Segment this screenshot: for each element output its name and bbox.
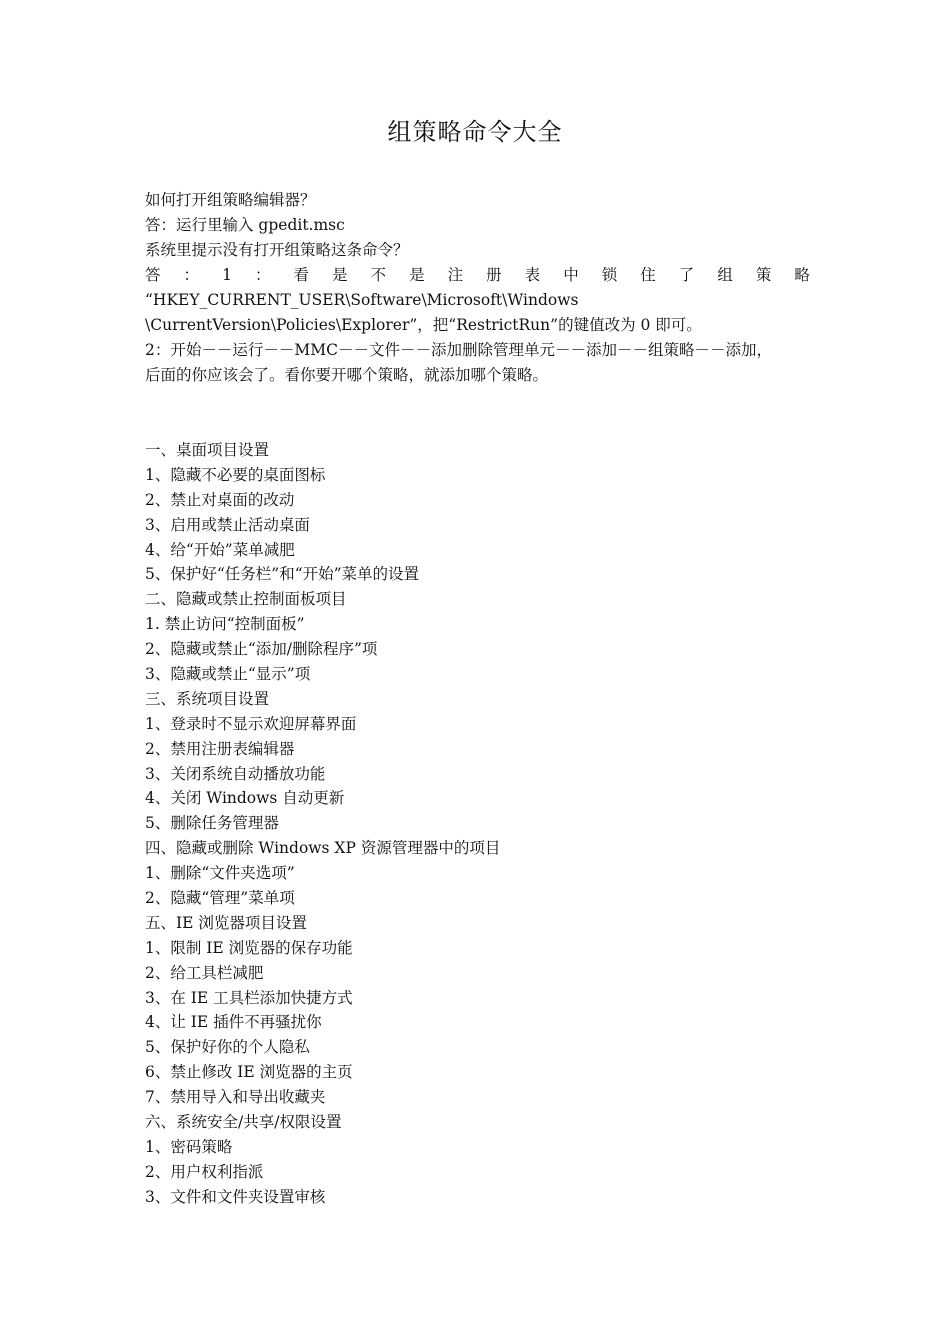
intro-answer-2-registry-path: “HKEY_CURRENT_USER\Software\Microsoft\Windows xyxy=(145,291,579,309)
outline-item: 1、限制 IE 浏览器的保存功能 xyxy=(145,938,353,957)
justified-char: 住 xyxy=(640,266,656,284)
justified-char: 看 xyxy=(293,266,309,284)
outline-item: 1. 禁止访问“控制面板” xyxy=(145,615,305,634)
outline-item: 4、给“开始”菜单减肥 xyxy=(145,540,295,559)
outline-section-heading: 六、系统安全/共享/权限设置 xyxy=(145,1113,342,1132)
outline-item: 2、用户权利指派 xyxy=(145,1162,264,1181)
outline-item: 3、在 IE 工具栏添加快捷方式 xyxy=(145,988,353,1007)
justified-char: 注 xyxy=(447,266,464,284)
outline-item: 5、保护好你的个人隐私 xyxy=(145,1038,310,1057)
intro-question-2: 系统里提示没有打开组策略这条命令？ xyxy=(145,241,409,259)
justified-char: 不 xyxy=(370,266,387,284)
justified-char: ： xyxy=(183,266,200,284)
justified-char: 中 xyxy=(563,266,579,284)
outline-section-heading: 二、隐藏或禁止控制面板项目 xyxy=(145,590,347,609)
outline-item: 3、隐藏或禁止“显示”项 xyxy=(145,665,311,684)
outline-section-heading: 一、桌面项目设置 xyxy=(145,441,270,459)
outline-item: 5、删除任务管理器 xyxy=(145,814,279,833)
justified-char: 略 xyxy=(794,266,810,284)
outline-item: 2、给工具栏减肥 xyxy=(145,963,264,982)
justified-char: 是 xyxy=(332,266,348,284)
outline-item: 5、保护好“任务栏”和“开始”菜单的设置 xyxy=(145,565,420,584)
outline-item: 3、文件和文件夹设置审核 xyxy=(145,1187,326,1206)
outline-item: 2、隐藏“管理”菜单项 xyxy=(145,889,295,908)
outline-item: 1、删除“文件夹选项” xyxy=(145,864,295,883)
intro-answer-2-closing: 后面的你应该会了。看你要开哪个策略，就添加哪个策略。 xyxy=(145,366,549,384)
outline-item: 4、关闭 Windows 自动更新 xyxy=(145,789,345,808)
outline-item: 1、登录时不显示欢迎屏幕界面 xyxy=(145,714,357,733)
outline-section-heading: 三、系统项目设置 xyxy=(145,689,270,708)
justified-char: ： xyxy=(254,266,271,284)
outline-item: 2、禁止对桌面的改动 xyxy=(145,490,295,509)
intro-answer-1: 答：运行里输入 gpedit.msc xyxy=(145,216,345,234)
intro-question-1: 如何打开组策略编辑器？ xyxy=(145,191,316,209)
intro-answer-2-registry-key: \CurrentVersion\Policies\Explorer”，把“RestrictRun”的键值改为 0 即可。 xyxy=(145,316,702,334)
intro-answer-2-mmc-steps: 2：开始－－运行－－MMC－－文件－－添加删除管理单元－－添加－－组策略－－添加， xyxy=(145,341,772,359)
outline-item: 2、隐藏或禁止“添加/删除程序”项 xyxy=(145,640,378,659)
document-body xyxy=(145,188,810,1210)
outline-item: 3、关闭系统自动播放功能 xyxy=(145,764,326,783)
justified-char: 了 xyxy=(678,266,695,284)
outline-item: 6、禁止修改 IE 浏览器的主页 xyxy=(145,1063,353,1082)
outline-section-heading: 五、IE 浏览器项目设置 xyxy=(145,913,307,932)
outline-section-heading: 四、隐藏或删除 Windows XP 资源管理器中的项目 xyxy=(145,839,501,858)
outline-item: 4、让 IE 插件不再骚扰你 xyxy=(145,1013,322,1032)
outline-item: 2、禁用注册表编辑器 xyxy=(145,739,295,758)
justified-char: 是 xyxy=(409,266,425,284)
justified-char: 组 xyxy=(717,266,733,284)
section-spacer xyxy=(145,388,810,438)
policy-outline xyxy=(145,438,810,1210)
justified-char: 表 xyxy=(524,266,541,284)
justified-char: 策 xyxy=(755,266,772,284)
justified-char: 册 xyxy=(486,266,502,284)
outline-item: 1、密码策略 xyxy=(145,1137,233,1156)
outline-item: 1、隐藏不必要的桌面图标 xyxy=(145,465,326,484)
outline-item: 7、禁用导入和导出收藏夹 xyxy=(145,1088,326,1107)
page-title: 组策略命令大全 xyxy=(387,118,563,146)
justified-char: 锁 xyxy=(601,266,618,284)
justified-char: 答 xyxy=(145,266,161,284)
outline-item: 3、启用或禁止活动桌面 xyxy=(145,515,310,534)
intro-answer-2-justified-line xyxy=(145,263,810,288)
justified-char: 1 xyxy=(222,266,232,284)
